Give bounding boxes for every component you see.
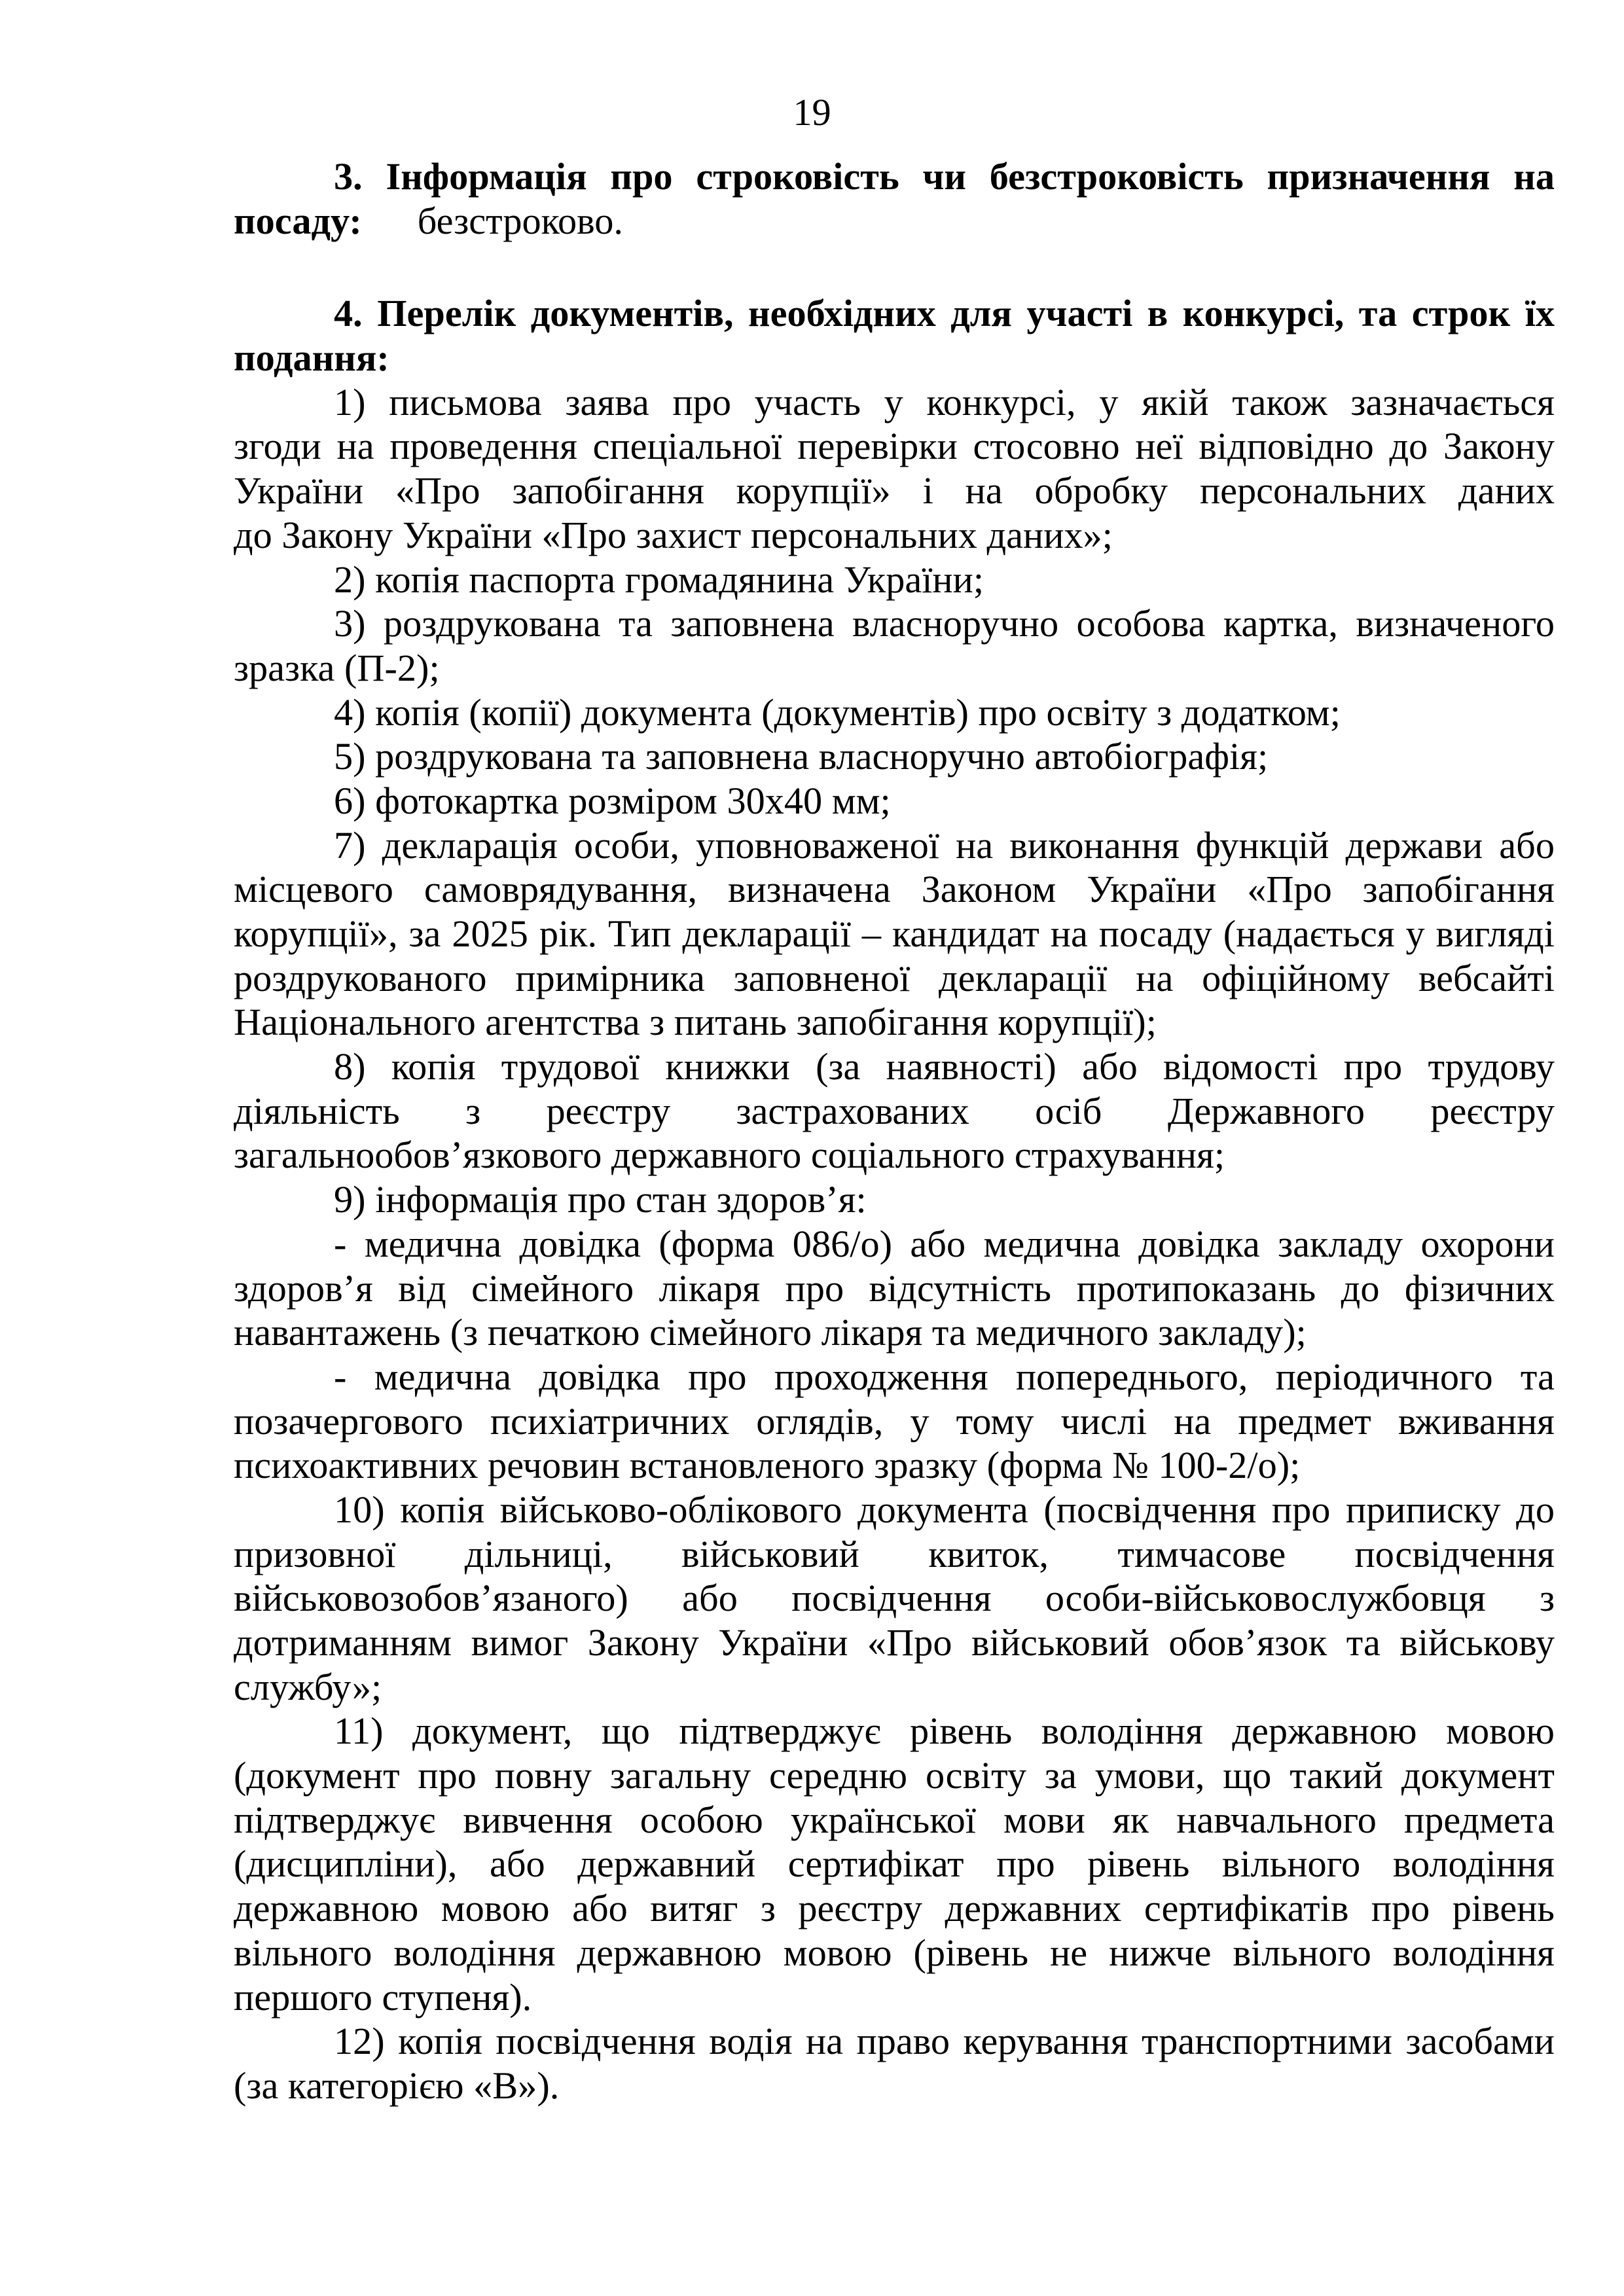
section-4-heading: 4. Перелік документів, необхідних для участі в конкурсі, та строк їх <box>334 292 1555 335</box>
list-item-line: загальнообов’язкового державного соціального страхування; <box>234 1134 1225 1177</box>
page-number: 19 <box>793 91 831 134</box>
list-item-line: - медична довідка про проходження попереднього, періодичного та <box>334 1355 1555 1398</box>
list-item-line: першого ступеня). <box>234 1975 532 2018</box>
list-item <box>234 691 1555 735</box>
list-item-line: призовної дільниці, військовий квиток, тимчасове посвідчення <box>234 1532 1555 1575</box>
list-item-line: діяльність з реєстру застрахованих осіб Державного реєстру <box>234 1089 1555 1132</box>
section-4-heading-end: подання: <box>234 336 389 380</box>
list-item-line: 10) копія військово-облікового документа (посвідчення про приписку до <box>334 1488 1555 1531</box>
list-item-line: психоактивних речовин встановленого зразку (форма № 100-2/о); <box>234 1444 1301 1487</box>
list-item <box>234 1177 1555 1222</box>
documents-list <box>234 380 1555 2108</box>
list-item <box>234 823 1555 1045</box>
list-item-line: (документ про повну загальну середню освіту за умови, що такий документ <box>234 1754 1555 1797</box>
list-item <box>234 380 1555 558</box>
list-item-line: 12) копія посвідчення водія на право керування транспортними засобами <box>334 2020 1555 2063</box>
list-item <box>234 1222 1555 1355</box>
list-item-line: позачергового психіатричних оглядів, у тому числі на предмет вживання <box>234 1399 1555 1443</box>
list-item-line: підтверджує вивчення особою української мови як навчального предмета <box>234 1798 1555 1841</box>
list-item-line: 9) інформація про стан здоров’я: <box>334 1178 867 1221</box>
list-item <box>234 734 1555 779</box>
section-3-heading-end: посаду: <box>234 199 362 242</box>
section-3-value: безстроково. <box>417 199 623 242</box>
document-body <box>234 154 1555 2108</box>
list-item-line: вільного володіння державною мовою (рівень не нижче вільного володіння <box>234 1931 1555 1974</box>
list-item-line: 2) копія паспорта громадянина України; <box>334 558 984 601</box>
list-item-line: 4) копія (копії) документа (документів) про освіту з додатком; <box>334 691 1341 734</box>
list-item-line: дотриманням вимог Закону України «Про військовий обов’язок та військову <box>234 1621 1555 1664</box>
list-item-line: державною мовою або витяг з реєстру державних сертифікатів про рівень <box>234 1887 1555 1930</box>
list-item-line: 1) письмова заява про участь у конкурсі, у якій також зазначається <box>334 380 1555 423</box>
list-item-line: місцевого самоврядування, визначена Законом України «Про запобігання <box>234 868 1555 911</box>
list-item-line: службу»; <box>234 1665 382 1708</box>
list-item-line: (за категорією «В»). <box>234 2064 560 2107</box>
section-3-line-2 <box>234 199 1555 243</box>
list-item-line: 3) роздрукована та заповнена власноручно особова картка, визначеного <box>334 602 1555 645</box>
list-item <box>234 601 1555 690</box>
list-item-line: 7) декларація особи, уповноваженої на виконання функцій держави або <box>334 823 1555 867</box>
list-item-line: військовозобов’язаного) або посвідчення особи-військовослужбовця з <box>234 1577 1555 1620</box>
list-item-line: 11) документ, що підтверджує рівень володіння державною мовою <box>334 1710 1555 1753</box>
list-item-line: здоров’я від сімейного лікаря про відсутність протипоказань до фізичних <box>234 1266 1555 1310</box>
list-item-line: зразка (П-2); <box>234 646 440 689</box>
list-item-line: навантажень (з печаткою сімейного лікаря та медичного закладу); <box>234 1311 1307 1354</box>
list-item-line: (дисципліни), або державний сертифікат про рівень вільного володіння <box>234 1842 1555 1886</box>
list-item-line: згоди на проведення спеціальної перевірки стосовно неї відповідно до Закону <box>234 425 1555 468</box>
section-3-heading: 3. Інформація про строковість чи безстроковість призначення на <box>334 155 1555 198</box>
list-item-line: - медична довідка (форма 086/о) або медична довідка закладу охорони <box>334 1222 1555 1265</box>
list-item <box>234 1709 1555 2019</box>
list-item <box>234 558 1555 602</box>
list-item <box>234 1488 1555 1709</box>
list-item-line: 8) копія трудової книжки (за наявності) або відомості про трудову <box>334 1045 1555 1088</box>
list-item-line: роздрукованого примірника заповненої декларації на офіційному вебсайті <box>234 956 1555 999</box>
list-item <box>234 1045 1555 1177</box>
list-item-line: 5) роздрукована та заповнена власноручно автобіографія; <box>334 735 1269 778</box>
list-item <box>234 2019 1555 2108</box>
list-item-line: корупції», за 2025 рік. Тип декларації – кандидат на посаду (надається у вигляді <box>234 912 1555 955</box>
list-item-line: Національного агентства з питань запобігання корупції); <box>234 1001 1157 1044</box>
list-item <box>234 779 1555 823</box>
list-item-line: 6) фотокартка розміром 30х40 мм; <box>334 779 891 822</box>
list-item-line: до Закону України «Про захист персональних даних»; <box>234 513 1113 556</box>
list-item-line: України «Про запобігання корупції» і на обробку персональних даних <box>234 469 1555 512</box>
list-item <box>234 1355 1555 1488</box>
